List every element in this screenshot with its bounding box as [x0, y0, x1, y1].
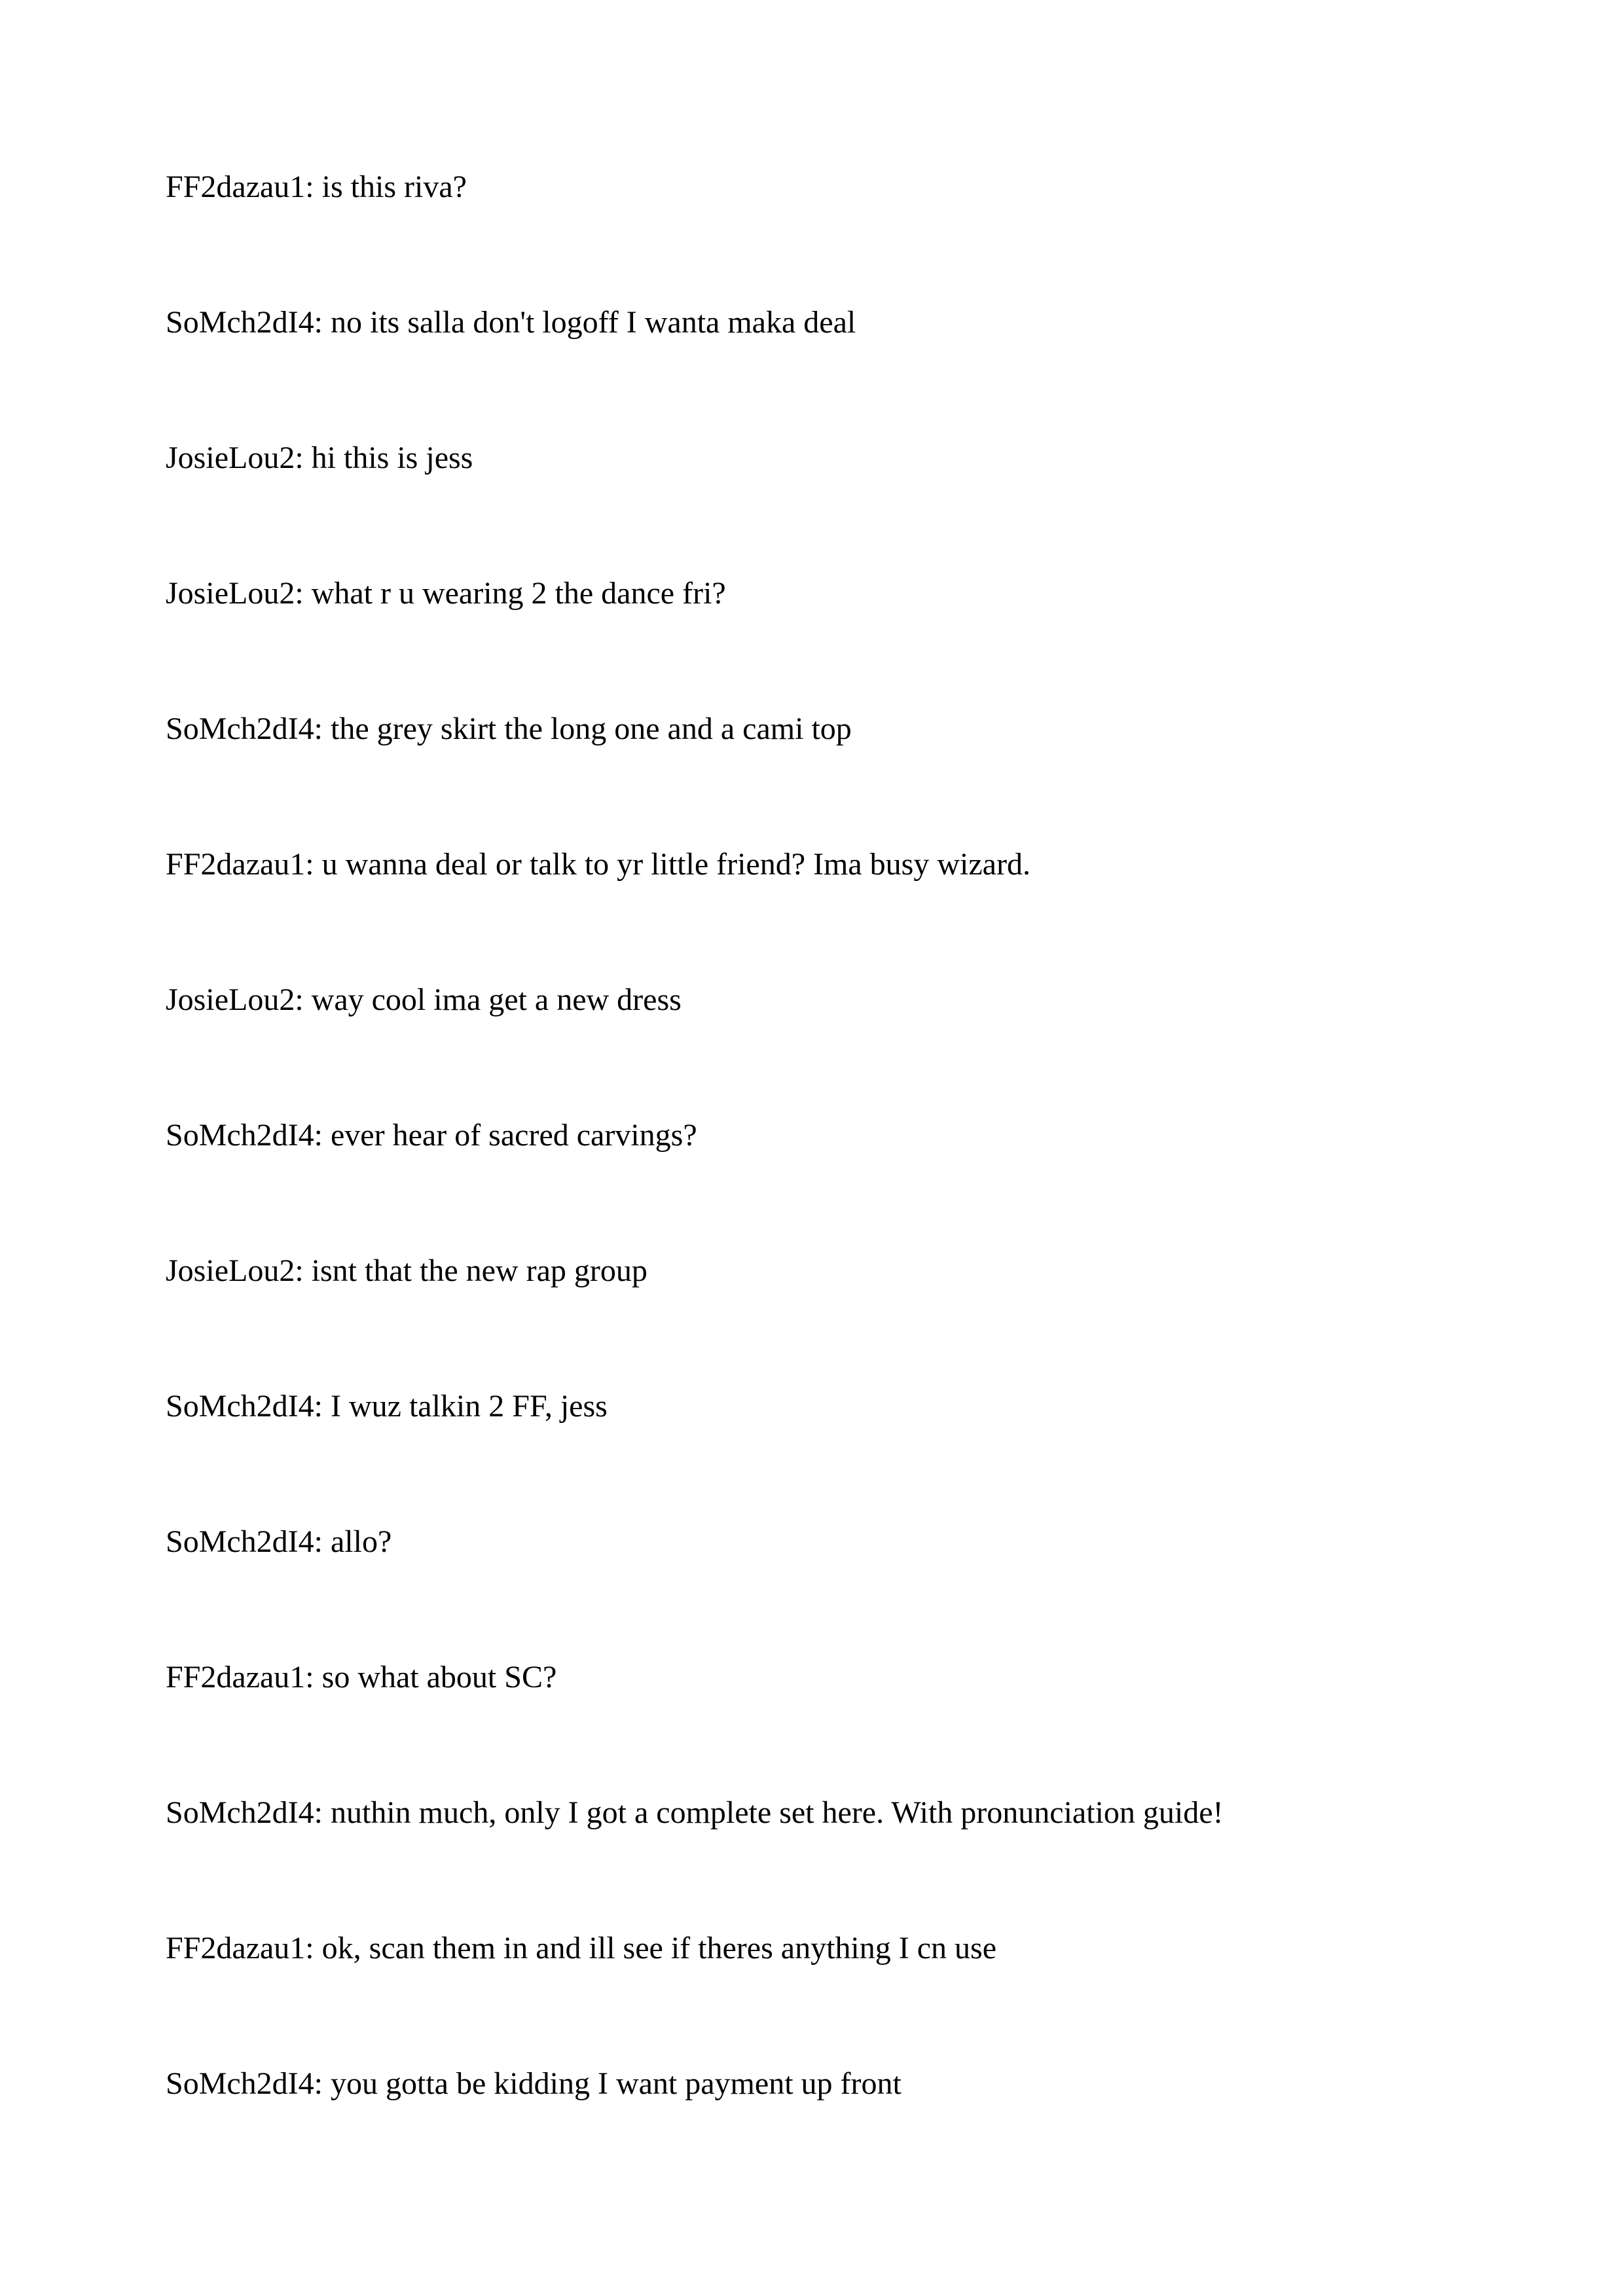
chat-line: SoMch2dI4: you gotta be kidding I want payment up front — [166, 2066, 902, 2101]
chat-line: JosieLou2: way cool ima get a new dress — [166, 982, 682, 1017]
chat-line: SoMch2dI4: no its salla don't logoff I wanta maka deal — [166, 305, 856, 340]
chat-line: SoMch2dI4: nuthin much, only I got a complete set here. With pronunciation guide! — [166, 1795, 1224, 1830]
chat-line: SoMch2dI4: the grey skirt the long one and a cami top — [166, 711, 852, 746]
chat-line: SoMch2dI4: ever hear of sacred carvings? — [166, 1118, 697, 1153]
chat-line: JosieLou2: isnt that the new rap group — [166, 1253, 647, 1288]
chat-line: FF2dazau1: is this riva? — [166, 170, 467, 204]
chat-line: SoMch2dI4: allo? — [166, 1524, 392, 1559]
chat-transcript — [166, 166, 1475, 2198]
chat-line: FF2dazau1: u wanna deal or talk to yr little friend? Ima busy wizard. — [166, 847, 1030, 882]
chat-line: FF2dazau1: so what about SC? — [166, 1660, 557, 1695]
chat-line: FF2dazau1: ok, scan them in and ill see if theres anything I cn use — [166, 1931, 997, 1965]
chat-line: SoMch2dI4: I wuz talkin 2 FF, jess — [166, 1389, 608, 1424]
chat-line: JosieLou2: hi this is jess — [166, 440, 473, 475]
chat-line: JosieLou2: what r u wearing 2 the dance fri? — [166, 576, 726, 611]
